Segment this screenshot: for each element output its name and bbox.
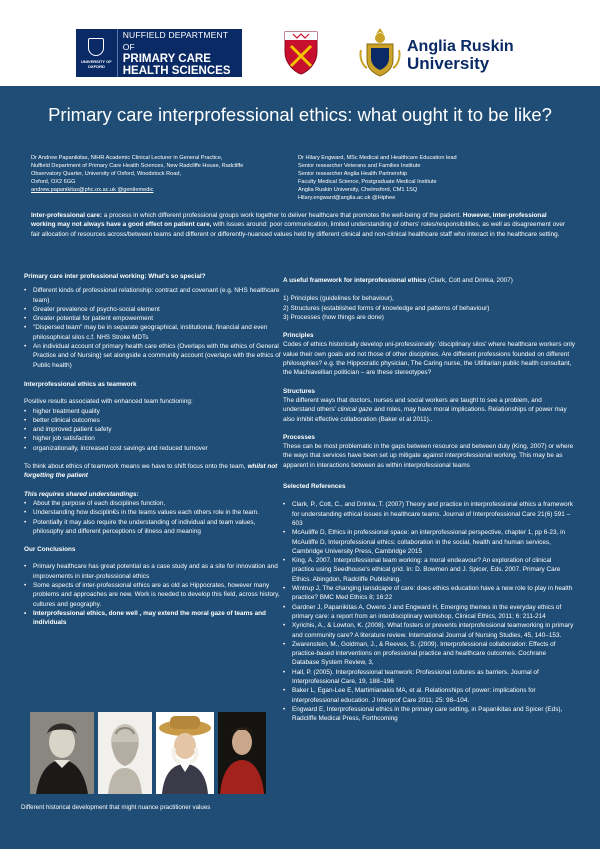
portrait-machiavelli-image (218, 712, 266, 794)
processes-text: These can be most problematic in the gaps between resource and between duty (King, 2007) or where the ways that services have been set up mitigate against interprofessional working. This may be as apparent in interactions between as within interprofessional teams (283, 443, 574, 469)
framework-heading: A useful framework for interprofessional ethics (Clark, Cott and Drinka, 2007) (283, 277, 513, 284)
reference-item: • Zwarenstein, M., Goldman, J., & Reeves, S. (2009). Interprofessional collaboration: Effects of practice-based interventions on professional practice and healthcare outcomes. Cochrane Database System Review, 3, (283, 640, 575, 668)
teamwork-heading: Interprofessional ethics as teamwork (24, 380, 137, 388)
list-item: • Primary healthcare has great potential as a case study and as a site for innovation and improvements in inter-professional ethics (24, 562, 286, 581)
references-heading: Selected References (283, 483, 346, 491)
nuffield-oxford-logo (76, 29, 242, 77)
anglia-ruskin-wordmark: Anglia Ruskin University (407, 38, 514, 73)
list-item: • higher treatment quality (24, 407, 286, 416)
author-block-left: Dr Andrew Papanikitas, NIHR Academic Clinical Lecturer in General Practice, Nuffield Department of Primary Care Health Sciences, New Radcliffe House, Radcliffe Observatory Quarter, University of Oxford, Woodstock Road, Oxford, OX2 6GG andrew.papanikitas@phc.ox.ac.uk @gentlemedic (31, 155, 244, 193)
reference-item: • Gardner J, Papanikitas A, Owens J and Engward H, Emerging themes in the everyday ethics of primary care: a report from an interdisciplinary workshop, Clinical Ethics, 2011; 6: 211-214 (283, 603, 575, 622)
special-list (24, 286, 286, 370)
reference-item: • Hall, P. (2005). Interprofessional teamwork: Professional cultures as barriers. Journal of Interprofessional Care, 19, 188–196 (283, 668, 575, 687)
teamwork-list (24, 407, 286, 453)
portrait-nightingale-image (30, 712, 94, 794)
list-item: • and improved patient safety (24, 425, 286, 434)
nuffield-line-3: HEALTH SCIENCES (122, 65, 231, 77)
list-item: • better clinical outcomes (24, 416, 286, 425)
processes-heading: Processes (283, 433, 315, 441)
conclusions-list (24, 562, 286, 627)
intro-paragraph: Inter-professional care: a process in which different professional groups work together to deliver healthcare that promotes the well-being of the patient. However, inter-professional working may not always have a good effect on patient care, with issues around: poor communication, limited understanding of others' roles/responsibilities, as well as disagreement over fair allocation of resources across/between teams and different or differently-nuanced values held by different clinical and non-clinical healthcare staff who interact in the healthcare setting. (31, 212, 565, 238)
reference-item: • Wintrup J, The changing lansdcape of care: does ethics education have a new role to play in health practice? BMC Med Ethics 8; 16:22 (283, 584, 575, 603)
reference-item: • Clark, P., Cott, C., and Drinka, T. (2007) Theory and practice in interprofessional ethics a framework for understanding ethical issues in healthcare teams. Journal of Interprofessional Care 21(6) 591 – 603 (283, 500, 575, 528)
list-item: • higher job satisfaction (24, 434, 286, 443)
framework-item: 1) Principles (guidelines for behaviour), (283, 295, 394, 303)
principles-heading: Principles (283, 332, 314, 340)
reference-item: • McAuliffe D, Ethics in professional space: an interprofessional perspective, chapter 1, pp 6-23, in McAuliffe D, Interprofessional ethics: collaboration in the social, health and human services, Cambridge University Press, Cambridge 2015 (283, 528, 575, 556)
special-heading: Primary care inter professional working: What's so special? (24, 273, 206, 280)
list-item: • Greater prevalence of psycho-social element (24, 305, 286, 314)
list-item: • Potentially it may also require the understanding of individual and team values, philosophy and different perceptions of illness and meaning (24, 518, 286, 537)
principles-text: Codes of ethics historically develop uni-professionally: 'disciplinary silos' where healthcare workers only value their own goals and not those of other disciplines. Are different professions founded on different philosophies? e.g. the Hippocratic physician, The Caring nurse, the Utilitarian public health consultant, the Machiavellian politician – are these stereotypes? (283, 341, 575, 377)
list-item: • "Dispersed team" may be in separate geographical, institutional, financial and even philosophical silos c.f. NHS Stroke MDTs (24, 323, 286, 342)
shared-list (24, 499, 286, 536)
author-left-contact-link[interactable]: andrew.papanikitas@phc.ox.ac.uk @gentlemedic (31, 187, 154, 193)
oxford-crest-icon: UNIVERSITY OF OXFORD (76, 29, 118, 77)
left-column (24, 272, 286, 628)
anglia-ruskin-crest-icon (357, 26, 403, 78)
list-item: • Interprofessional ethics, done well , may extend the moral gaze of teams and individuals (24, 609, 286, 628)
list-item: • Greater potential for patient empowerment (24, 314, 286, 323)
reference-item: • Engward E, Interprofessional ethics in the primary care setting, in Papanikitas and Spicer (Eds), Radcliffe Medical Press, Forthcoming (283, 705, 575, 724)
shared-heading: This requires shared understandings: (24, 490, 139, 498)
historical-portraits (30, 712, 266, 794)
poster-title: Primary care interprofessional ethics: what ought it to be like? (48, 104, 552, 125)
list-item: • About the purpose of each disciplines function, (24, 499, 286, 508)
list-item: • Different kinds of professional relationship: contract and covenant (e.g. NHS healthcare team) (24, 286, 286, 305)
list-item: • Some aspects of inter-professional ethics are as old as Hippocrates, however many problems and approaches are new. Work is needed to develop this field, across history, cultures and geography. (24, 581, 286, 609)
framework-item: 2) Structures (established forms of knowledge and patterns of behaviour) (283, 304, 490, 312)
teamwork-intro: Positive results associated with enhanced team functioning: (24, 398, 193, 406)
reference-item: • Baker L, Egan-Lee E, Martimianakis MA, et al. Relationships of power: implications for interprofessional education. J Interprof Care 2011; 25: 98–104. (283, 686, 575, 705)
list-item: • An individual account of primary health care ethics (Overlaps with the ethics of General Practice and of Nursing) set alongside a community account (overlaps with the ethics of Public health) (24, 342, 286, 370)
portraits-caption: Different historical development that might nuance practitioner values (21, 804, 211, 811)
author-block-right: Dr Hilary Engward, MSc Medical and Healthcare Education lead Senior researcher Veterans and Families Institute Senior researcher Anglia Health Partnership Faculty Medical Science, Postgraduate Medical Institute Anglia Ruskin University, Chelmsford, CM1 1SQ Hilary.engward@anglia.ac.uk @Hiphee (298, 155, 457, 201)
nuffield-line-2: PRIMARY CARE (122, 53, 211, 65)
poster-header (0, 0, 600, 86)
reference-item: • Xyrichis, A., & Lowton, K. (2008). What fosters or prevents interprofessional teamworking in primary and community care? A literature review. International Journal of Nursing Studies, 45, 140–153. (283, 621, 575, 640)
portrait-bentham-image (156, 712, 214, 794)
list-item: • organizationally, increased cost savings and reduced turnover (24, 444, 286, 453)
red-shield-crest-icon (283, 30, 319, 76)
right-column (283, 276, 575, 723)
nuffield-line-1: NUFFIELD DEPARTMENT OF (122, 30, 229, 52)
framework-item: 3) Processes (how things are done) (283, 313, 384, 321)
list-item: • Understanding how disciplin€s in the teams values each others role in the team. (24, 508, 286, 517)
reference-item: • King, A. 2007. Interprofessional team working: a moral endeavour? An exploration of clinical practice using Seedhouse's ethical grid. In: D. Bowmen and J. Spicer, Eds. 2007. Primary Care Ethics. Abingdon, Radcliffe Publishing. (283, 556, 575, 584)
references-list (283, 500, 575, 723)
portrait-hippocrates-bust-image (98, 712, 152, 794)
structures-heading: Structures (283, 387, 315, 395)
structures-text: The different ways that doctors, nurses and social workers are taught to see a problem, and understand others' clinical gaze and roles, may have moral implications. Relationships of power may also inhibit effective collaboration (Baker et al 2011).. (283, 396, 567, 423)
shift-focus-text: To think about ethics of teamwork means we have to shift focus onto the team, whilst not forgetting the patient (24, 463, 278, 480)
conclusions-heading: Our Conclusions (24, 546, 76, 554)
